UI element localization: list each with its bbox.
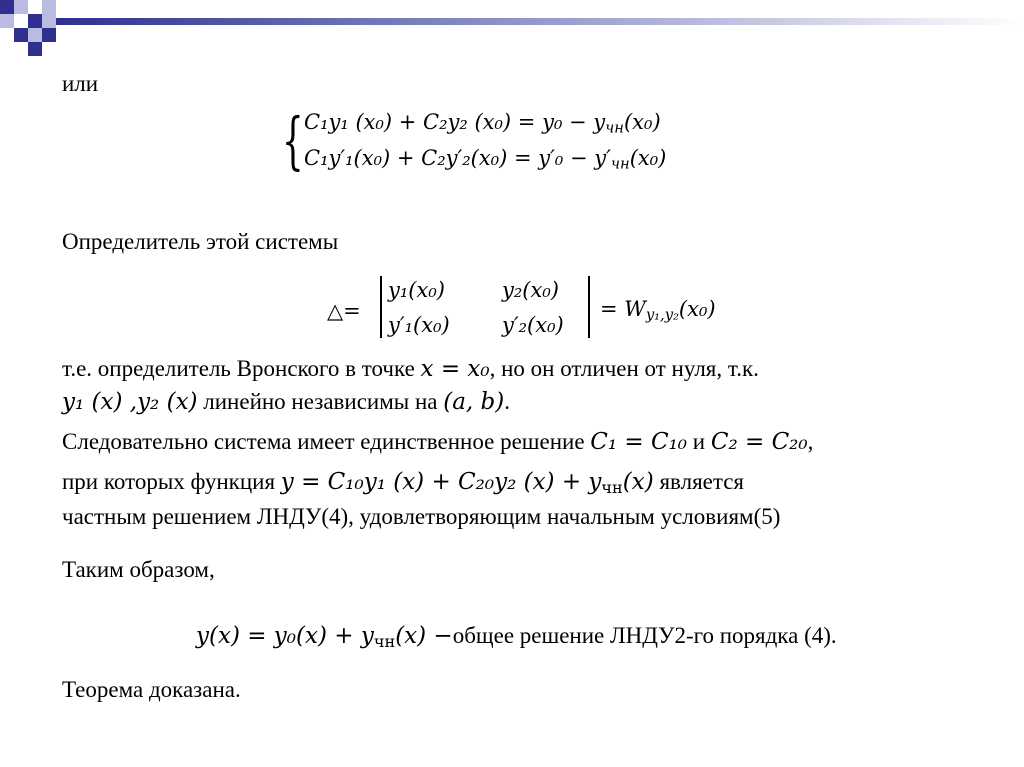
- det-a12: y₂(x₀): [502, 278, 559, 302]
- det-bar-right: [588, 276, 590, 338]
- paragraph-2-line-1: Следовательно система имеет единственное решение C₁ = C₁₀ и C₂ = C₂₀,: [62, 429, 814, 455]
- paragraph-1-line-1: т.е. определитель Вронского в точке x = x₀, но он отличен от нуля, т.к.: [62, 356, 759, 382]
- paragraph-1-line-2: y₁ (x) ,y₂ (x) линейно независимы на (a, b).: [62, 389, 511, 415]
- det-wronskian: = $W_{y_1,y_2}(x_0)$: [600, 297, 716, 324]
- system-equation-2: $C_1y'_1(x_0) + C_2y'_2(x_0) = y'_0 - y'_{чн}(x_0)$: [304, 146, 667, 173]
- system-equation-1: C₁y₁ (x₀) + C₂y₂ $(x_0) = y_0 - y_{чн}(x_0)$: [304, 110, 661, 137]
- text-thus: Таким образом,: [62, 557, 215, 582]
- general-solution: $y(x) = y_0(x) + y_{чн}(x)$ −общее решение ЛНДУ2-го порядка (4).: [196, 623, 837, 652]
- paragraph-2-line-3: частным решением ЛНДУ(4), удовлетворяющим начальным условиям(5): [62, 504, 781, 529]
- det-a21: y′₁(x₀): [388, 313, 450, 337]
- delta-symbol: △=: [327, 299, 361, 323]
- det-a11: y₁(x₀): [388, 278, 445, 302]
- header-stripe: [56, 18, 1024, 25]
- text-or: или: [62, 71, 99, 96]
- det-bar-left: [380, 276, 382, 338]
- det-a22: y′₂(x₀): [502, 313, 564, 337]
- paragraph-2-line-2: при которых функция y = C₁₀y₁ (x) + C₂₀y₂ $(x) + y_{чн}(x)$ является: [62, 469, 744, 498]
- header-decoration: [0, 0, 1024, 60]
- determinant-heading: Определитель этой системы: [62, 229, 339, 254]
- system-brace: {: [282, 104, 304, 177]
- text-qed: Теорема доказана.: [62, 677, 241, 702]
